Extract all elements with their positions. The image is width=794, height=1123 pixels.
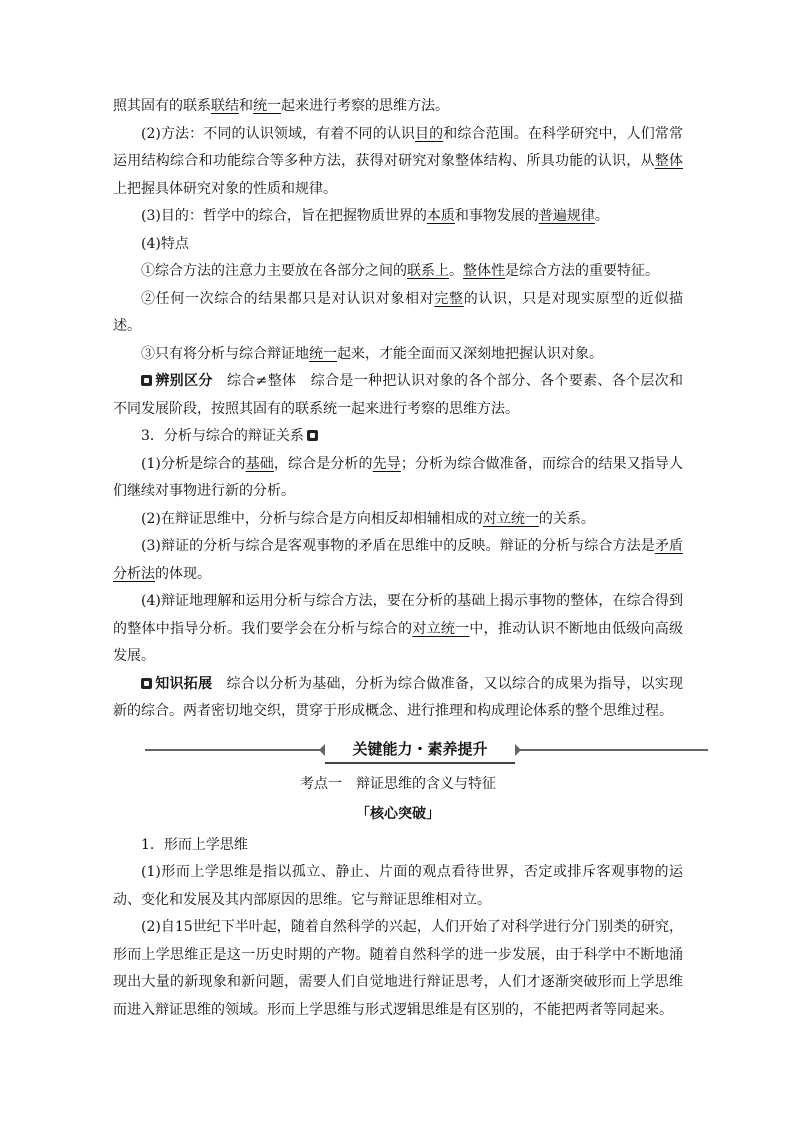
paragraph-relation-4: (4)辩证地理解和运用分析与综合方法，要在分析的基础上揭示事物的整体，在综合得到的整体中指导分析。我们要学会在分析与综合的对立统一中，推动认识不断地由低级向高级发展。 [113,593,684,664]
blank-answer: 联结 [211,98,239,114]
paragraph-1: 照其固有的联系联结和统一起来进行考察的思维方法。 [113,98,449,114]
subheading-metaphysics: 1．形而上学思维 [141,836,248,853]
paragraph-distinguish: 辨别区分 综合≠整体 综合是一种把认识对象的各个部分、各个要素、各个层次和不同发展阶段，按照其固有的联系统一起来进行考察的思维方法。 [113,373,684,417]
paragraph-feature-1: ①综合方法的注意力主要放在各部分之间的联系上。整体性是综合方法的重要特征。 [141,263,659,279]
core-breakthrough-title: 「核心突破」 [356,805,440,822]
banner-rule-right [518,749,708,751]
paragraph-feature-3: ③只有将分析与综合辩证地统一起来，才能全面而又深刻地把握认识对象。 [141,345,603,362]
knowledge-label: 知识拓展 [155,675,213,692]
paragraph-metaphysics-2: (2)自15世纪下半叶起，随着自然科学的兴起，人们开始了对科学进行分门别类的研究，形而上学思维正是这一历史时期的产物。随着自然科学的进一步发展，由于科学中不断地涌现出大量的新现象和新问题，需要人们自觉地进行辩证思考，人们才逐渐突破形而上学思维而进入辩证思维的领域。形而上学思维与形式逻辑思维是有区别的，不能把两者等同起来。 [113,919,683,1018]
paragraph-relation-3: (3)辩证的分析与综合是客观事物的矛盾在思维中的反映。辩证的分析与综合方法是矛盾分析法的体现。 [113,538,683,582]
banner-title: 关键能力・素养提升 [325,736,515,764]
blank-answer: 矛盾分析法 [113,538,683,582]
note-marker-icon [141,678,152,689]
note-marker-icon [141,375,152,386]
paragraph-relation-1: (1)分析是综合的基础，综合是分析的先导；分析为综合做准备，而综合的结果又指导人们继续对事物进行新的分析。 [113,455,684,499]
blank-answer: 联系上 [407,263,449,279]
section-heading-3: 3．分析与综合的辩证关系 [113,423,683,451]
blank-answer: 统一 [309,345,337,362]
paragraph-features-heading: (4)特点 [141,235,189,252]
blank-answer: 普遍规律 [538,208,595,224]
banner-rule-left [145,749,323,751]
paragraph-relation-2: (2)在辩证思维中，分析与综合是方向相反却相辅相成的对立统一的关系。 [141,510,595,527]
kaodian-title: 考点一 辩证思维的含义与特征 [300,775,496,792]
paragraph-method: (2)方法：不同的认识领域，有着不同的认识目的和综合范围。在科学研究中，人们常常运用结构综合和功能综合等多种方法，获得对研究对象整体结构、所具功能的认识，从整体上把握具体研究对象的性质和规律。 [113,125,684,197]
blank-answer: 整体性 [463,263,505,279]
blank-answer: 完整 [434,290,464,307]
document-body [113,93,683,1024]
blank-answer: 对立统一 [482,510,539,527]
blank-answer: 本质 [426,208,455,224]
section-banner [113,736,683,764]
paragraph-purpose: (3)目的：哲学中的综合，旨在把握物质世界的本质和事物发展的普遍规律。 [141,208,609,224]
blank-answer: 基础 [245,455,274,472]
note-marker-icon [307,430,318,441]
paragraph-feature-2: ②任何一次综合的结果都只是对认识对象相对完整的认识，只是对现实原型的近似描述。 [113,290,684,334]
blank-answer: 统一 [253,98,281,114]
blank-answer: 先导 [372,455,401,472]
paragraph-knowledge-extension: 知识拓展 综合以分析为基础，分析为综合做准备，又以综合的成果为指导，以实现新的综合。两者密切地交织，贯穿于形成概念、进行推理和构成理论体系的整个思维过程。 [113,675,684,719]
blank-answer: 目的 [414,125,444,142]
paragraph-metaphysics-1: (1)形而上学思维是指以孤立、静止、片面的观点看待世界，否定或排斥客观事物的运动、变化和发展及其内部原因的思维。它与辩证思维相对立。 [113,864,683,908]
distinguish-label: 辨别区分 [155,373,213,389]
blank-answer: 整体 [654,153,684,169]
blank-answer: 对立统一 [412,620,470,637]
